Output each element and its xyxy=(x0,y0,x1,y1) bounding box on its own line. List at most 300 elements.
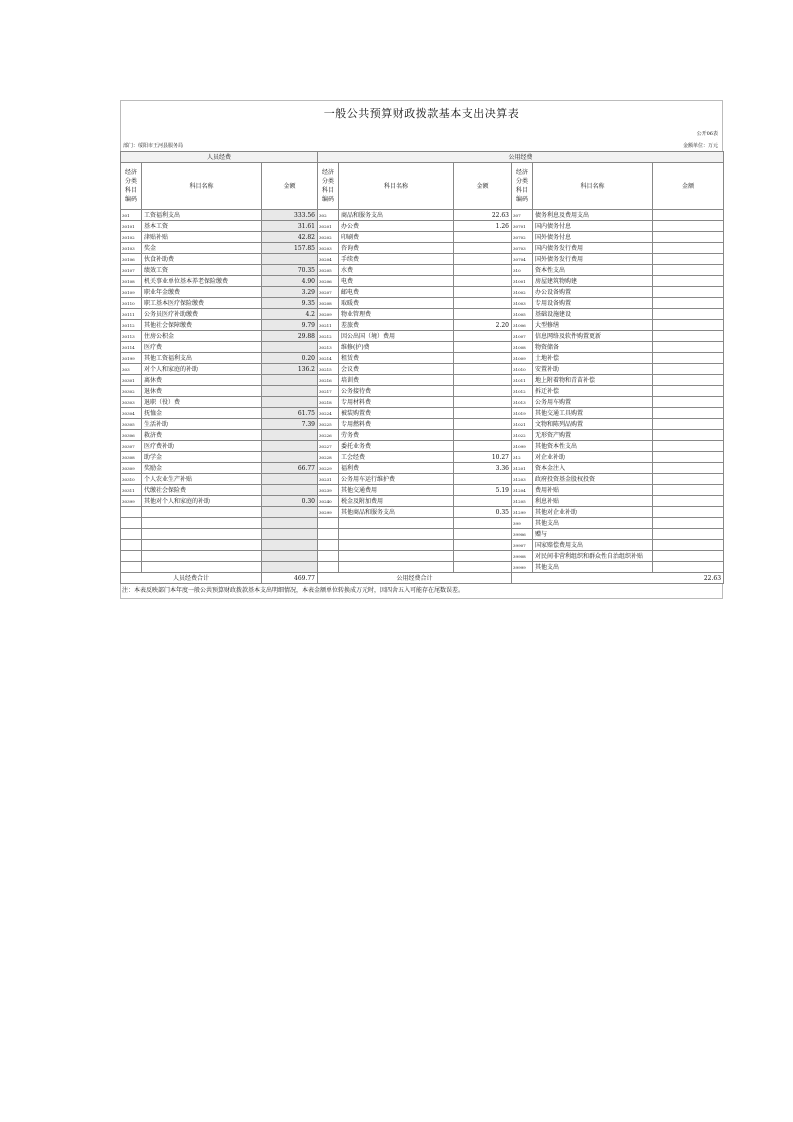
cell-name: 会议费 xyxy=(339,364,454,375)
cell-amount xyxy=(653,265,724,276)
cell-amount xyxy=(262,441,318,452)
cell-code: 30215 xyxy=(318,364,339,375)
cell-amount xyxy=(454,386,512,397)
cell-amount: 0.30 xyxy=(262,496,318,507)
cell-code: 39908 xyxy=(512,551,533,562)
budget-sheet xyxy=(120,100,723,599)
cell-code: 30217 xyxy=(318,386,339,397)
cell-name: 国外债务付息 xyxy=(533,232,653,243)
cell-code: 30208 xyxy=(318,298,339,309)
cell-name: 地上附着物和青苗补偿 xyxy=(533,375,653,386)
cell-code: 30111 xyxy=(121,309,142,320)
cell-code: 30214 xyxy=(318,353,339,364)
department-label: 部门：绥阳市王河县服务局 xyxy=(123,143,184,149)
cell-code: 30212 xyxy=(318,331,339,342)
cell-amount xyxy=(653,375,724,386)
cell-amount xyxy=(262,452,318,463)
cell-amount xyxy=(454,518,512,529)
cell-amount xyxy=(653,485,724,496)
cell-code: 30216 xyxy=(318,375,339,386)
table-row xyxy=(121,309,724,320)
col-name-1: 科目名称 xyxy=(142,163,262,210)
cell-amount: 9.79 xyxy=(262,320,318,331)
cell-amount xyxy=(653,309,724,320)
cell-amount xyxy=(653,331,724,342)
cell-name: 抚恤金 xyxy=(142,408,262,419)
cell-name: 赠与 xyxy=(533,529,653,540)
cell-amount xyxy=(653,463,724,474)
cell-code: 30207 xyxy=(318,287,339,298)
cell-amount xyxy=(653,397,724,408)
cell-code: 30226 xyxy=(318,430,339,441)
table-row xyxy=(121,221,724,232)
expenditure-table xyxy=(120,151,724,584)
cell-amount xyxy=(454,375,512,386)
cell-amount xyxy=(262,518,318,529)
cell-name: 邮电费 xyxy=(339,287,454,298)
cell-amount xyxy=(262,551,318,562)
cell-amount xyxy=(262,485,318,496)
cell-amount xyxy=(262,386,318,397)
cell-amount xyxy=(653,353,724,364)
totals-row xyxy=(121,573,724,584)
cell-code: 30227 xyxy=(318,441,339,452)
cell-name: 水费 xyxy=(339,265,454,276)
cell-name: 利息补贴 xyxy=(533,496,653,507)
cell-amount: 22.63 xyxy=(454,210,512,221)
table-row xyxy=(121,540,724,551)
cell-code: 30204 xyxy=(318,254,339,265)
page-title: 一般公共预算财政拨款基本支出决算表 xyxy=(120,100,723,127)
cell-code: 30201 xyxy=(318,221,339,232)
cell-amount: 61.75 xyxy=(262,408,318,419)
cell-amount xyxy=(653,452,724,463)
cell-name: 税金及附加费用 xyxy=(339,496,454,507)
cell-name xyxy=(142,529,262,540)
cell-code: 31011 xyxy=(512,375,533,386)
cell-code: 30211 xyxy=(318,320,339,331)
cell-name: 退休费 xyxy=(142,386,262,397)
cell-code: 30308 xyxy=(121,452,142,463)
cell-name: 其他商品和服务支出 xyxy=(339,507,454,518)
cell-name: 土地补偿 xyxy=(533,353,653,364)
cell-code: 30102 xyxy=(121,232,142,243)
cell-amount: 70.35 xyxy=(262,265,318,276)
cell-name: 救济费 xyxy=(142,430,262,441)
cell-code: 30307 xyxy=(121,441,142,452)
cell-amount xyxy=(454,353,512,364)
cell-name: 职业年金缴费 xyxy=(142,287,262,298)
cell-name: 办公设备购置 xyxy=(533,287,653,298)
personnel-total-label: 人员经费合计 xyxy=(121,573,262,584)
cell-code xyxy=(121,518,142,529)
cell-name: 医疗费 xyxy=(142,342,262,353)
cell-amount xyxy=(454,551,512,562)
cell-name: 物资储备 xyxy=(533,342,653,353)
cell-code: 30228 xyxy=(318,452,339,463)
cell-code: 30106 xyxy=(121,254,142,265)
cell-code: 30205 xyxy=(318,265,339,276)
cell-code: 31012 xyxy=(512,386,533,397)
cell-code: 31299 xyxy=(512,507,533,518)
cell-amount: 0.20 xyxy=(262,353,318,364)
table-row xyxy=(121,243,724,254)
cell-name: 奖励金 xyxy=(142,463,262,474)
cell-code xyxy=(318,540,339,551)
cell-code: 30231 xyxy=(318,474,339,485)
cell-name: 信息网络及软件购置更新 xyxy=(533,331,653,342)
cell-name: 基本工资 xyxy=(142,221,262,232)
cell-name: 其他支出 xyxy=(533,518,653,529)
cell-code: 30305 xyxy=(121,419,142,430)
cell-code: 30225 xyxy=(318,419,339,430)
cell-amount: 4.90 xyxy=(262,276,318,287)
header-row-groups xyxy=(121,152,724,163)
cell-amount xyxy=(653,474,724,485)
table-row xyxy=(121,507,724,518)
cell-code: 30299 xyxy=(318,507,339,518)
cell-code: 399 xyxy=(512,518,533,529)
cell-code: 30109 xyxy=(121,287,142,298)
cell-amount: 66.77 xyxy=(262,463,318,474)
table-number: 公开06表 xyxy=(696,131,718,137)
cell-name: 其他对个人和家庭的补助 xyxy=(142,496,262,507)
cell-code: 30112 xyxy=(121,320,142,331)
cell-code: 31204 xyxy=(512,485,533,496)
cell-code: 30224 xyxy=(318,408,339,419)
cell-code: 30229 xyxy=(318,463,339,474)
cell-code: 30239 xyxy=(318,485,339,496)
cell-amount: 3.29 xyxy=(262,287,318,298)
cell-code: 39906 xyxy=(512,529,533,540)
cell-code: 30703 xyxy=(512,243,533,254)
cell-code: 30103 xyxy=(121,243,142,254)
cell-name: 公务接待费 xyxy=(339,386,454,397)
cell-code xyxy=(121,507,142,518)
cell-name: 代缴社会保险费 xyxy=(142,485,262,496)
cell-amount xyxy=(262,540,318,551)
cell-amount xyxy=(653,441,724,452)
cell-name: 津贴补贴 xyxy=(142,232,262,243)
table-row xyxy=(121,474,724,485)
cell-amount xyxy=(454,496,512,507)
cell-code: 30302 xyxy=(121,386,142,397)
cell-name: 其他社会保障缴费 xyxy=(142,320,262,331)
cell-name: 伙食补助费 xyxy=(142,254,262,265)
cell-code: 39907 xyxy=(512,540,533,551)
cell-amount xyxy=(454,529,512,540)
cell-amount: 0.35 xyxy=(454,507,512,518)
cell-name: 费用补贴 xyxy=(533,485,653,496)
cell-amount xyxy=(262,342,318,353)
cell-name: 其他对企业补助 xyxy=(533,507,653,518)
table-row xyxy=(121,408,724,419)
cell-code: 310 xyxy=(512,265,533,276)
cell-name: 福利费 xyxy=(339,463,454,474)
cell-amount: 4.2 xyxy=(262,309,318,320)
cell-code: 31205 xyxy=(512,496,533,507)
cell-amount xyxy=(454,276,512,287)
table-row xyxy=(121,254,724,265)
cell-name xyxy=(339,518,454,529)
cell-code: 30199 xyxy=(121,353,142,364)
cell-name: 无形资产购置 xyxy=(533,430,653,441)
cell-code: 312 xyxy=(512,452,533,463)
cell-name: 国内债务发行费用 xyxy=(533,243,653,254)
cell-name: 机关事业单位基本养老保险缴费 xyxy=(142,276,262,287)
cell-name: 生活补助 xyxy=(142,419,262,430)
cell-name xyxy=(339,540,454,551)
cell-amount xyxy=(653,540,724,551)
cell-amount: 31.61 xyxy=(262,221,318,232)
cell-code xyxy=(318,551,339,562)
cell-code: 30213 xyxy=(318,342,339,353)
cell-code: 30110 xyxy=(121,298,142,309)
cell-amount xyxy=(653,562,724,573)
cell-amount: 10.27 xyxy=(454,452,512,463)
table-row xyxy=(121,364,724,375)
table-row xyxy=(121,496,724,507)
cell-code: 303 xyxy=(121,364,142,375)
cell-amount xyxy=(653,419,724,430)
cell-amount xyxy=(454,408,512,419)
cell-name: 公务用车购置 xyxy=(533,397,653,408)
cell-name: 拆迁补偿 xyxy=(533,386,653,397)
cell-code: 31006 xyxy=(512,320,533,331)
cell-name: 对企业补助 xyxy=(533,452,653,463)
cell-name: 租赁费 xyxy=(339,353,454,364)
cell-amount xyxy=(454,474,512,485)
cell-amount: 2.20 xyxy=(454,320,512,331)
cell-code: 30240 xyxy=(318,496,339,507)
cell-amount: 5.19 xyxy=(454,485,512,496)
footnote: 注：本表反映部门本年度一般公共预算财政拨款基本支出明细情况，本表金额单位转换成万元时，因四舍五入可能存在尾数误差。 xyxy=(120,584,723,599)
cell-code: 31099 xyxy=(512,441,533,452)
cell-name: 专用材料费 xyxy=(339,397,454,408)
cell-amount xyxy=(653,287,724,298)
cell-code: 30701 xyxy=(512,221,533,232)
cell-amount xyxy=(653,408,724,419)
cell-name xyxy=(142,562,262,573)
cell-code: 31007 xyxy=(512,331,533,342)
cell-amount xyxy=(454,331,512,342)
table-row xyxy=(121,331,724,342)
cell-amount: 1.26 xyxy=(454,221,512,232)
cell-amount xyxy=(454,397,512,408)
table-row xyxy=(121,298,724,309)
cell-amount: 7.39 xyxy=(262,419,318,430)
cell-name: 其他支出 xyxy=(533,562,653,573)
table-row xyxy=(121,397,724,408)
cell-name: 专用燃料费 xyxy=(339,419,454,430)
cell-amount: 157.85 xyxy=(262,243,318,254)
cell-name: 个人农业生产补贴 xyxy=(142,474,262,485)
cell-name: 咨询费 xyxy=(339,243,454,254)
cell-name xyxy=(142,551,262,562)
cell-code xyxy=(121,540,142,551)
cell-code xyxy=(121,551,142,562)
table-row xyxy=(121,232,724,243)
cell-code: 30306 xyxy=(121,430,142,441)
cell-amount xyxy=(454,298,512,309)
cell-code: 30113 xyxy=(121,331,142,342)
cell-amount xyxy=(454,342,512,353)
cell-name: 物业管理费 xyxy=(339,309,454,320)
cell-code xyxy=(318,562,339,573)
cell-name: 印刷费 xyxy=(339,232,454,243)
cell-name: 劳务费 xyxy=(339,430,454,441)
cell-name xyxy=(142,507,262,518)
cell-code xyxy=(121,562,142,573)
cell-amount xyxy=(454,419,512,430)
cell-name: 国外债务发行费用 xyxy=(533,254,653,265)
col-amount-2: 金额 xyxy=(454,163,512,210)
cell-code: 31201 xyxy=(512,463,533,474)
cell-code: 30399 xyxy=(121,496,142,507)
cell-code: 39999 xyxy=(512,562,533,573)
cell-amount xyxy=(653,529,724,540)
cell-name: 商品和服务支出 xyxy=(339,210,454,221)
cell-code: 31022 xyxy=(512,430,533,441)
cell-code: 31009 xyxy=(512,353,533,364)
cell-code: 30301 xyxy=(121,375,142,386)
cell-name: 国家赔偿费用支出 xyxy=(533,540,653,551)
cell-name: 绩效工资 xyxy=(142,265,262,276)
cell-name: 维修(护)费 xyxy=(339,342,454,353)
cell-code: 30209 xyxy=(318,309,339,320)
sheet-meta xyxy=(120,127,723,151)
unit-label: 金额单位：万元 xyxy=(682,143,718,149)
cell-name: 工会经费 xyxy=(339,452,454,463)
table-row xyxy=(121,210,724,221)
cell-amount xyxy=(262,507,318,518)
cell-code: 30310 xyxy=(121,474,142,485)
cell-amount xyxy=(653,276,724,287)
cell-name: 债务利息及费用支出 xyxy=(533,210,653,221)
cell-name: 工资福利支出 xyxy=(142,210,262,221)
cell-amount xyxy=(454,254,512,265)
cell-amount xyxy=(262,562,318,573)
cell-amount xyxy=(653,254,724,265)
table-row xyxy=(121,375,724,386)
cell-name: 国内债务付息 xyxy=(533,221,653,232)
table-row xyxy=(121,342,724,353)
cell-code: 30702 xyxy=(512,232,533,243)
cell-code: 301 xyxy=(121,210,142,221)
cell-amount xyxy=(262,375,318,386)
cell-name: 手续费 xyxy=(339,254,454,265)
public-total-value: 22.63 xyxy=(512,573,724,584)
table-row xyxy=(121,463,724,474)
cell-amount xyxy=(653,518,724,529)
table-row xyxy=(121,353,724,364)
table-row xyxy=(121,485,724,496)
cell-code: 30203 xyxy=(318,243,339,254)
cell-name: 其他交通工具购置 xyxy=(533,408,653,419)
cell-name: 政府投资基金股权投资 xyxy=(533,474,653,485)
personnel-header: 人员经费 xyxy=(121,152,318,163)
cell-name: 资本金注入 xyxy=(533,463,653,474)
cell-name: 基础设施建设 xyxy=(533,309,653,320)
col-amount-3: 金额 xyxy=(653,163,724,210)
cell-amount xyxy=(653,232,724,243)
cell-code: 31002 xyxy=(512,287,533,298)
cell-amount xyxy=(454,309,512,320)
personnel-total-value: 469.77 xyxy=(262,573,318,584)
table-row xyxy=(121,562,724,573)
cell-code: 30206 xyxy=(318,276,339,287)
cell-name: 医疗费补助 xyxy=(142,441,262,452)
cell-amount xyxy=(454,441,512,452)
cell-code: 30309 xyxy=(121,463,142,474)
cell-code: 31005 xyxy=(512,309,533,320)
table-row xyxy=(121,419,724,430)
table-row xyxy=(121,551,724,562)
cell-amount xyxy=(454,562,512,573)
cell-code: 31003 xyxy=(512,298,533,309)
cell-name: 对个人和家庭的补助 xyxy=(142,364,262,375)
cell-name: 培训费 xyxy=(339,375,454,386)
cell-amount xyxy=(653,386,724,397)
cell-amount: 3.36 xyxy=(454,463,512,474)
cell-code: 31008 xyxy=(512,342,533,353)
cell-amount xyxy=(262,430,318,441)
cell-amount: 333.56 xyxy=(262,210,318,221)
cell-name: 被装购置费 xyxy=(339,408,454,419)
header-row-columns xyxy=(121,163,724,210)
cell-amount xyxy=(262,397,318,408)
cell-name: 助学金 xyxy=(142,452,262,463)
cell-name: 公务用车运行维护费 xyxy=(339,474,454,485)
cell-amount xyxy=(262,474,318,485)
cell-amount xyxy=(653,496,724,507)
cell-amount xyxy=(454,265,512,276)
cell-amount xyxy=(454,287,512,298)
cell-name: 其他资本性支出 xyxy=(533,441,653,452)
cell-name: 职工基本医疗保险缴费 xyxy=(142,298,262,309)
cell-code: 30108 xyxy=(121,276,142,287)
cell-name xyxy=(142,540,262,551)
cell-amount xyxy=(262,254,318,265)
cell-amount xyxy=(653,342,724,353)
cell-name: 差旅费 xyxy=(339,320,454,331)
public-total-label: 公用经费合计 xyxy=(318,573,512,584)
cell-name: 办公费 xyxy=(339,221,454,232)
table-row xyxy=(121,320,724,331)
cell-name: 其他工资福利支出 xyxy=(142,353,262,364)
cell-code: 302 xyxy=(318,210,339,221)
cell-code: 30101 xyxy=(121,221,142,232)
cell-amount xyxy=(653,210,724,221)
cell-amount xyxy=(454,232,512,243)
cell-code xyxy=(318,518,339,529)
cell-code: 31021 xyxy=(512,419,533,430)
cell-code: 30303 xyxy=(121,397,142,408)
cell-amount xyxy=(653,221,724,232)
cell-name xyxy=(339,529,454,540)
table-row xyxy=(121,452,724,463)
cell-code: 30218 xyxy=(318,397,339,408)
cell-name: 电费 xyxy=(339,276,454,287)
col-code-3: 经济分类科目编码 xyxy=(512,163,533,210)
cell-code: 31010 xyxy=(512,364,533,375)
table-body xyxy=(121,210,724,573)
cell-code: 31013 xyxy=(512,397,533,408)
cell-amount xyxy=(653,364,724,375)
cell-code: 31203 xyxy=(512,474,533,485)
cell-code: 30311 xyxy=(121,485,142,496)
cell-name: 专用设备购置 xyxy=(533,298,653,309)
